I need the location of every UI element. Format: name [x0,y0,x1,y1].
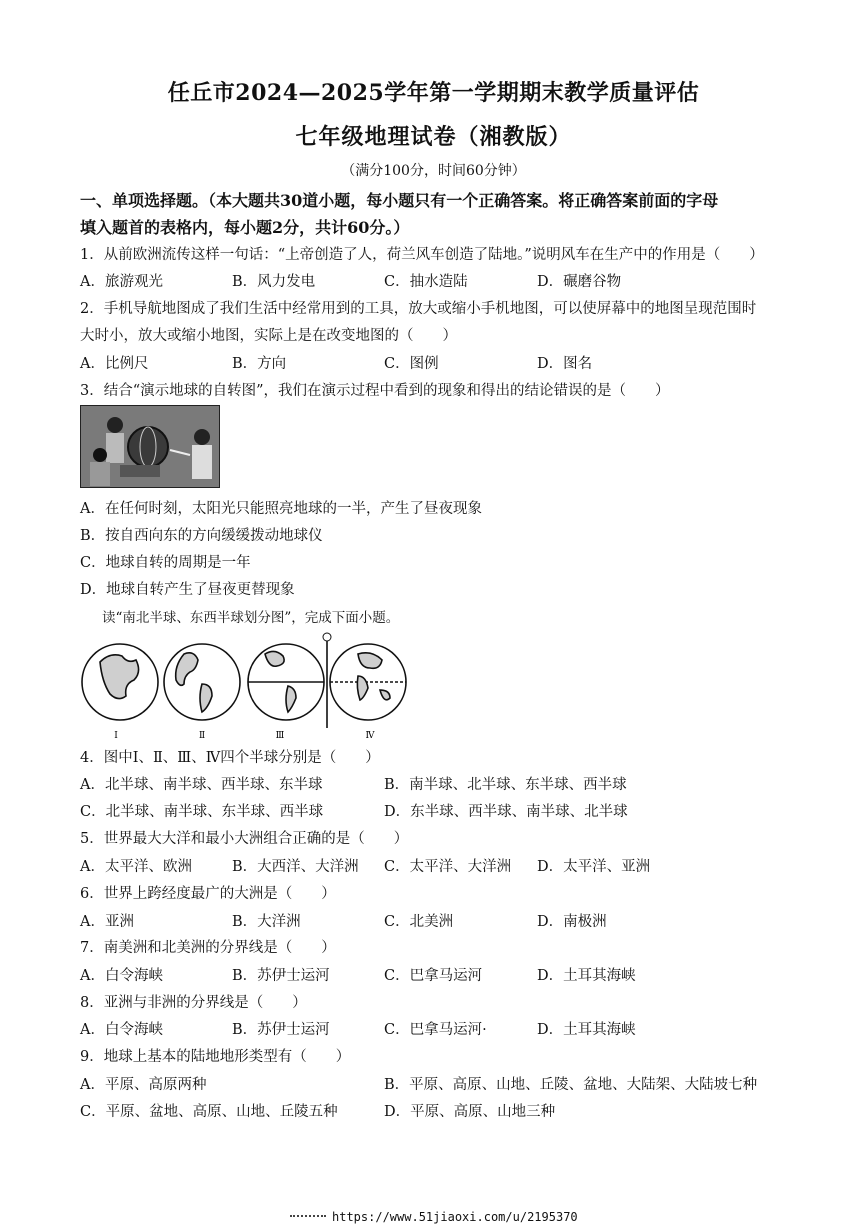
question-9-stem: 9．地球上基本的陆地地形类型有（ ） [80,1049,351,1065]
hemisphere-division-diagram [80,632,410,740]
footer-dots [290,1215,326,1221]
q5-option-b: B．大西洋、大洋洲 [232,859,359,875]
q5-option-c: C．太平洋、大洋洲 [384,859,512,875]
hemi-label-3: Ⅲ [275,731,285,740]
page-subtitle: 七年级地理试卷（湘教版） [295,124,572,150]
footer-url[interactable]: https://www.51jiaoxi.com/u/2195370 [332,1210,578,1224]
q2-option-c: C．图例 [384,356,439,372]
footer-watermark[interactable] [290,1210,578,1224]
q6-option-d: D．南极洲 [537,914,607,930]
q2-option-b: B．方向 [232,356,287,372]
q6-option-a: A．亚洲 [80,914,134,930]
q5-option-a: A．太平洋、欧洲 [80,859,192,875]
q7-option-c: C．巴拿马运河 [384,968,483,984]
read-prompt: 读“南北半球、东西半球划分图”，完成下面小题。 [102,610,400,626]
q5-option-d: D．太平洋、亚洲 [537,859,651,875]
question-5-stem: 5．世界最大大洋和最小大洲组合正确的是（ ） [80,831,409,847]
question-1-stem: 1．从前欧洲流传这样一句话：“上帝创造了人，荷兰风车创造了陆地。”说明风车在生产中的作用是（ ） [80,247,764,263]
hemi-label-1: Ⅰ [114,731,118,740]
q8-option-b: B．苏伊士运河 [232,1022,330,1038]
question-2-stem-cont: 大时小，放大或缩小地图，实际上是在改变地图的（ ） [80,328,457,344]
q8-option-c: C．巴拿马运河· [384,1022,487,1038]
hemi-label-2: Ⅱ [198,731,206,740]
q1-option-a: A．旅游观光 [80,274,163,290]
q6-option-b: B．大洋洲 [232,914,301,930]
question-8-stem: 8．亚洲与非洲的分界线是（ ） [80,995,307,1011]
section-heading-cont: 填入题首的表格内，每小题2分，共计60分。） [80,218,410,237]
question-7-stem: 7．南美洲和北美洲的分界线是（ ） [80,940,336,956]
page-title: 任丘市2024—2025学年第一学期期末教学质量评估 [167,80,700,106]
q9-option-c: C．平原、盆地、高原、山地、丘陵五种 [80,1104,338,1120]
q3-option-c: C．地球自转的周期是一年 [80,555,251,571]
hemi-label-4: Ⅳ [365,731,375,740]
q1-option-d: D．碾磨谷物 [537,274,622,290]
q1-option-b: B．风力发电 [232,274,316,290]
earth-rotation-demo-image [80,405,220,488]
question-2-stem: 2．手机导航地图成了我们生活中经常用到的工具，放大或缩小手机地图，可以使屏幕中的地图呈现范围时 [80,301,757,317]
question-3-stem: 3．结合“演示地球的自转图”，我们在演示过程中看到的现象和得出的结论错误的是（ ） [80,383,670,399]
q8-option-d: D．土耳其海峡 [537,1022,636,1038]
q9-option-b: B．平原、高原、山地、丘陵、盆地、大陆架、大陆坡七种 [384,1077,758,1093]
q4-option-a: A．北半球、南半球、西半球、东半球 [80,777,323,793]
q6-option-c: C．北美洲 [384,914,454,930]
score-time-note: （满分100分，时间60分钟） [341,163,526,179]
q9-option-d: D．平原、高原、山地三种 [384,1104,556,1120]
q8-option-a: A．白令海峡 [80,1022,163,1038]
q7-option-b: B．苏伊士运河 [232,968,330,984]
q7-option-a: A．白令海峡 [80,968,163,984]
section-heading: 一、单项选择题。（本大题共30道小题，每小题只有一个正确答案。将正确答案前面的字母 [80,191,719,210]
q1-option-c: C．抽水造陆 [384,274,468,290]
q4-option-b: B．南半球、北半球、东半球、西半球 [384,777,627,793]
q3-option-b: B．按自西向东的方向缓缓拨动地球仪 [80,528,323,544]
question-4-stem: 4．图中Ⅰ、Ⅱ、Ⅲ、Ⅳ四个半球分别是（ ） [80,750,380,766]
q4-option-c: C．北半球、南半球、东半球、西半球 [80,804,324,820]
q2-option-d: D．图名 [537,356,593,372]
q3-option-a: A．在任何时刻，太阳光只能照亮地球的一半，产生了昼夜现象 [80,501,482,517]
q4-option-d: D．东半球、西半球、南半球、北半球 [384,804,628,820]
question-6-stem: 6．世界上跨经度最广的大洲是（ ） [80,886,336,902]
q7-option-d: D．土耳其海峡 [537,968,636,984]
q9-option-a: A．平原、高原两种 [80,1077,207,1093]
q2-option-a: A．比例尺 [80,356,149,372]
q3-option-d: D．地球自转产生了昼夜更替现象 [80,582,295,598]
